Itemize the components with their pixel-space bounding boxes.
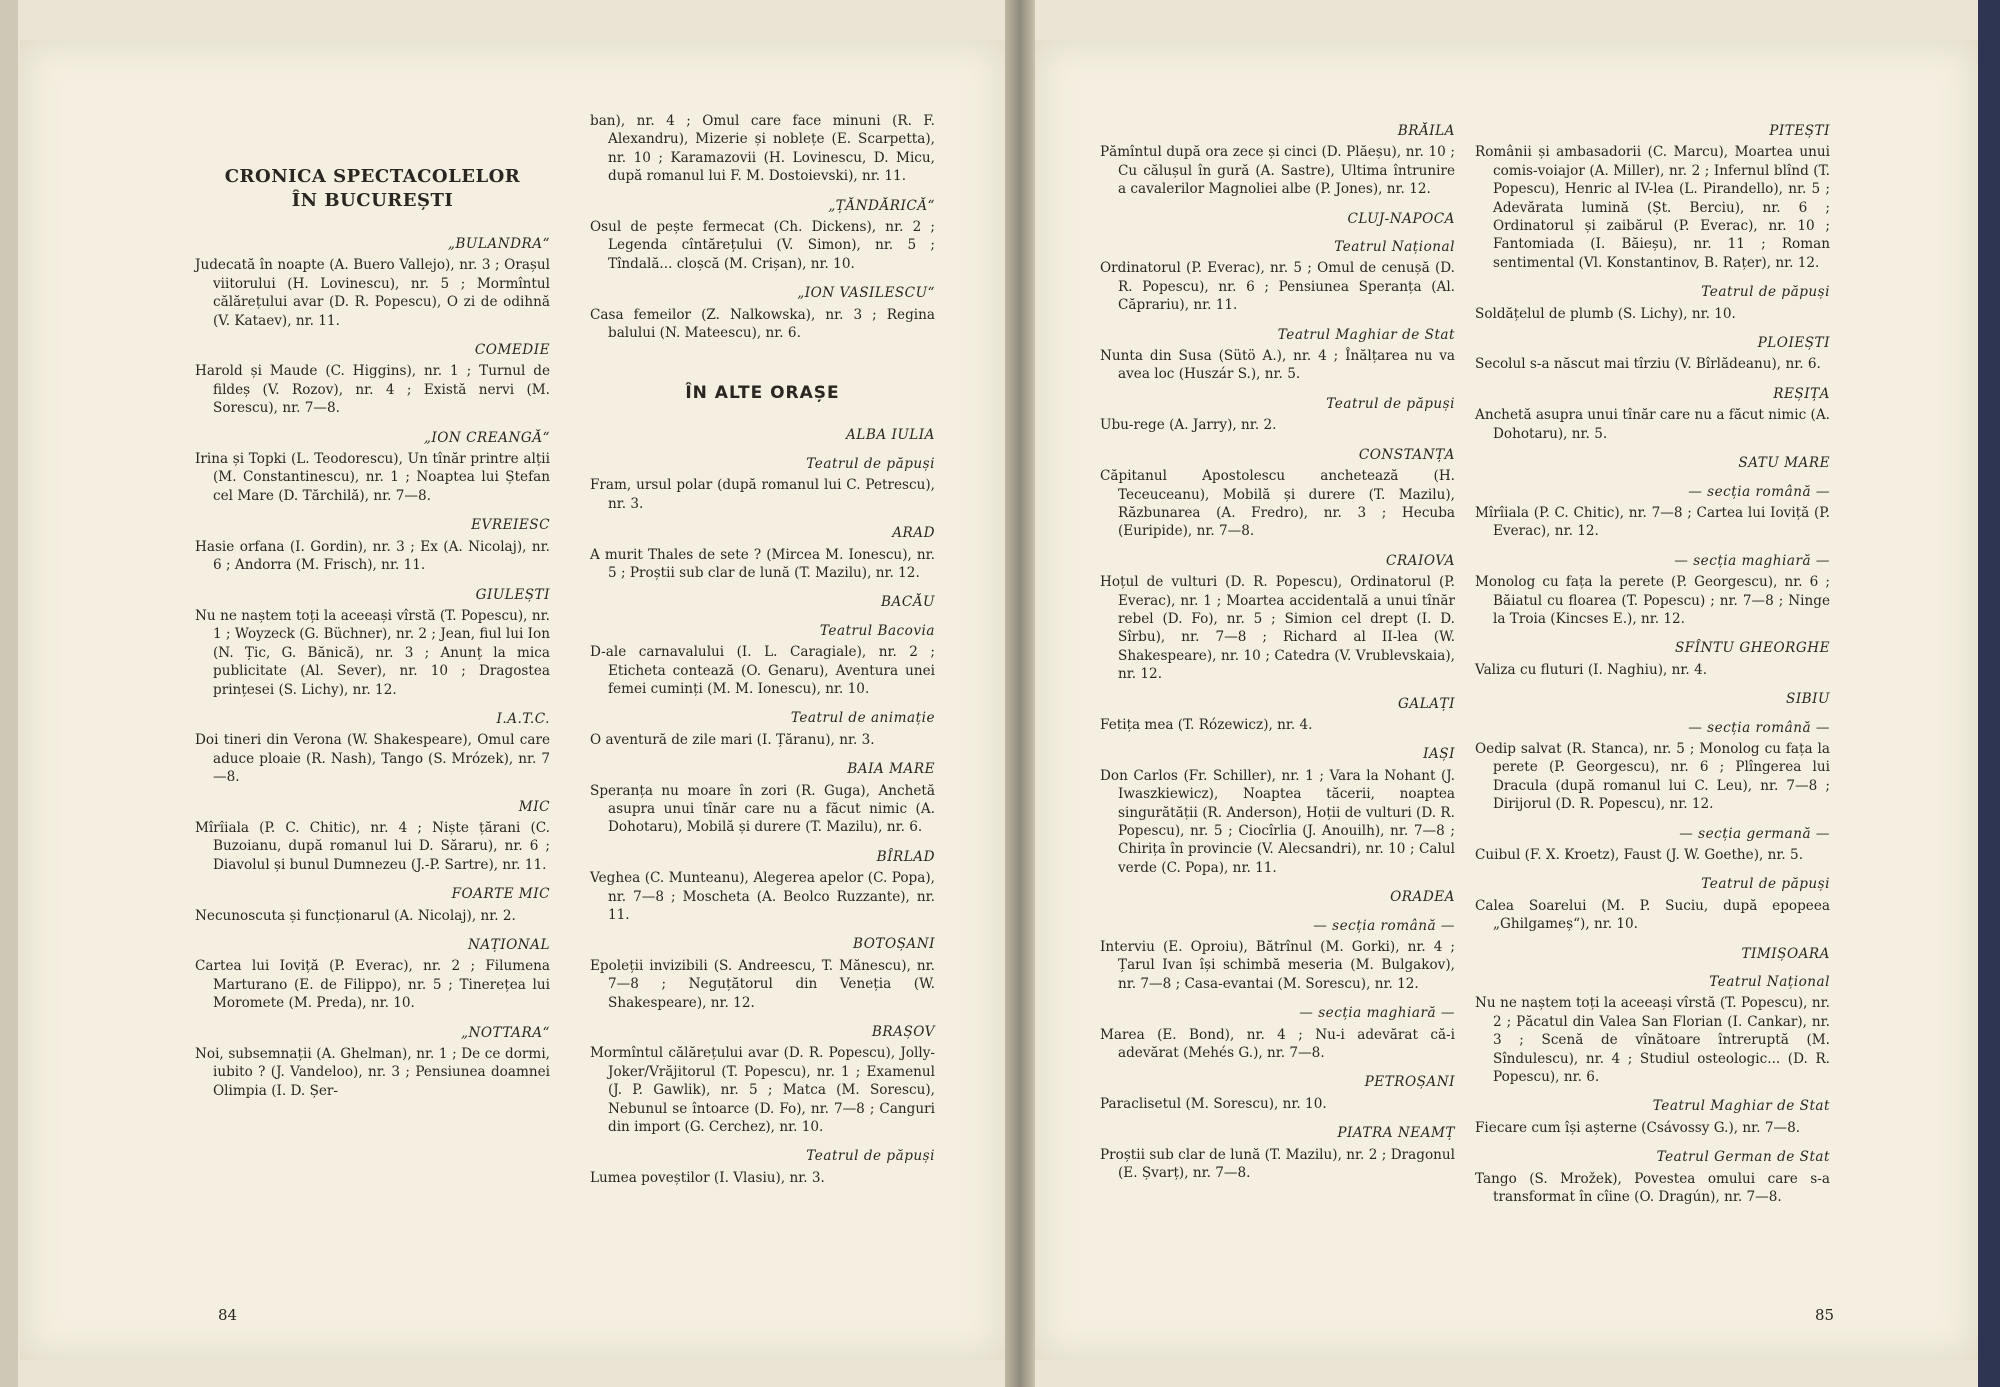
right-page [1035, 40, 1978, 1360]
entry-paragraph: Monolog cu fața la perete (P. Georgescu), nr. 6 ; Băiatul cu floarea (T. Popescu) ; nr. 7—8 ; Ninge la Troia (Kincses E.), nr. 12. [1475, 574, 1830, 627]
entry-paragraph: D-ale carnavalului (I. L. Caragiale), nr. 2 ; Eticheta contează (O. Genaru), Aventura unei femei cuminți (M. M. Ionescu), nr. 10. [590, 644, 935, 697]
section-heading: — secția română — [1688, 483, 1830, 500]
entry-paragraph: Osul de pește fermecat (Ch. Dickens), nr. 2 ; Legenda cîntărețului (V. Simon), nr. 5 ; Tîndală... cloșcă (M. Crișan), nr. 10. [590, 219, 935, 272]
left-page [20, 40, 1005, 1360]
page-title-line-2: ÎN BUCUREȘTI [291, 190, 454, 211]
entry-paragraph: Mîrîiala (P. C. Chitic), nr. 4 ; Niște țărani (C. Buzoianu, după romanul lui D. Săraru), nr. 6 ; Diavolul și bunul Dumnezeu (J.-P. Sartre), nr. 11. [195, 819, 550, 873]
page-title-line-1: CRONICA SPECTACOLELOR [224, 166, 521, 187]
section-heading: PIATRA NEAMȚ [1337, 1125, 1455, 1142]
entry-paragraph: Mormîntul călărețului avar (D. R. Popescu), Jolly-Joker/Vrăjitorul (T. Popescu), nr. 1 ; Examenul (J. P. Gawlik), nr. 5 ; Matca (M. Sorescu), Nebunul se întoarce (D. Fo), nr. 7—8 ; Canguri din import (G. Cerchez), nr. 10. [590, 1045, 935, 1136]
section-heading: — secția maghiară — [1674, 552, 1830, 569]
section-heading: — secția română — [1313, 917, 1455, 934]
entry-paragraph: Necunoscuta și funcționarul (A. Nicolaj), nr. 2. [195, 907, 516, 924]
section-heading: „BULANDRA“ [447, 236, 550, 252]
section-heading: ALBA IULIA [845, 427, 935, 444]
section-heading: ORADEA [1390, 889, 1455, 906]
entry-paragraph: Cartea lui Ioviță (P. Everac), nr. 2 ; Filumena Marturano (E. de Filippo), nr. 5 ; Tinerețea lui Moromete (M. Preda), nr. 10. [195, 958, 550, 1012]
section-heading: PETROȘANI [1364, 1074, 1455, 1091]
section-heading: — secția maghiară — [1299, 1005, 1455, 1022]
entry-paragraph: Irina și Topki (L. Teodorescu), Un tînăr printre alții (M. Constantinescu), nr. 1 ; Noaptea lui Ștefan cel Mare (D. Tărchilă), nr. 7—8. [195, 451, 550, 504]
entry-paragraph: Lumea poveștilor (I. Vlasiu), nr. 3. [590, 1169, 825, 1186]
entry-paragraph: Românii și ambasadorii (C. Marcu), Moartea unui comis-voiajor (A. Miller), nr. 2 ; Infernul blînd (T. Popescu), Henric al IV-lea (L. Pirandello), nr. 5 ; Adevărata lumină (Șt. Berciu), nr. 6 ; Ordinatorul și zaibărul (P. Everac), nr. 10 ; Fantomiada (I. Băieșu), nr. 11 ; Roman sentimental (Vl. Konstantinov, B. Rațer), nr. 12. [1475, 144, 1830, 271]
section-heading: — secția română — [1688, 719, 1830, 736]
left-column-1 [195, 120, 550, 1111]
entry-paragraph: Nu ne naștem toți la aceeași vîrstă (T. Popescu), nr. 1 ; Woyzeck (G. Büchner), nr. 2 ; Jean, fiul lui Ion (N. Țic, G. Bănică), nr. 3 ; Anunț la mica publicitate (Al. Sever), nr. 10 ; Dragostea prințesei (S. Lichy), nr. 12. [195, 607, 550, 698]
section-heading: Teatrul Național [1334, 239, 1455, 256]
page-number: 84 [218, 1306, 238, 1324]
section-heading: PITEȘTI [1769, 123, 1830, 139]
section-heading: BRAȘOV [871, 1024, 935, 1041]
book-cover-edge-right [1978, 0, 2000, 1387]
book-cover-edge-left [0, 0, 18, 1387]
entry-paragraph: ban), nr. 4 ; Omul care face minuni (R. F. Alexandru), Mizerie și noblețe (E. Scarpetta), nr. 10 ; Karamazovii (H. Lovinescu, D. Micu, după romanul lui F. M. Dostoievski), nr. 11. [590, 113, 935, 185]
section-heading: CRAIOVA [1386, 552, 1455, 569]
entry-paragraph: Oedip salvat (R. Stanca), nr. 5 ; Monolog cu fața la perete (P. Georgescu), nr. 6 ; Plîngerea lui Dracula (după romanul lui C. Leu), nr. 7—8 ; Dirijorul (D. R. Popescu), nr. 12. [1475, 740, 1830, 813]
entry-paragraph: Nunta din Susa (Sütö A.), nr. 4 ; Înălțarea nu va avea loc (Huszár S.), nr. 5. [1100, 348, 1455, 383]
section-heading: SFÎNTU GHEORGHE [1674, 640, 1830, 657]
section-heading: Teatrul German de Stat [1656, 1149, 1830, 1166]
entry-paragraph: Secolul s-a născut mai tîrziu (V. Bîrlădeanu), nr. 6. [1475, 356, 1821, 373]
section-heading: Teatrul de animație [790, 710, 935, 727]
section-heading: ARAD [892, 525, 935, 542]
section-heading: MIC [518, 798, 550, 815]
entry-paragraph: O aventură de zile mari (I. Țăranu), nr. 3. [590, 731, 875, 748]
entry-paragraph: Casa femeilor (Z. Nalkowska), nr. 3 ; Regina balului (N. Mateescu), nr. 6. [590, 306, 935, 342]
entry-paragraph: Fiecare cum își așterne (Csávossy G.), nr. 7—8. [1475, 1119, 1801, 1136]
section-heading: GALAȚI [1398, 695, 1455, 712]
section-heading: PLOIEȘTI [1757, 335, 1830, 352]
right-column-2 [1475, 112, 1830, 1218]
section-heading: Teatrul Bacovia [819, 622, 935, 639]
page-number: 85 [1815, 1306, 1835, 1324]
entry-paragraph: Nu ne naștem toți la aceeași vîrstă (T. Popescu), nr. 2 ; Păcatul din Valea San Florian (I. Cankar), nr. 3 ; Scenă de vînătoare întreruptă (M. Sîndulescu), nr. 4 ; Studiul osteologic... (D. R. Popescu), nr. 6. [1475, 995, 1830, 1086]
section-heading: SATU MARE [1738, 455, 1830, 472]
entry-paragraph: Marea (E. Bond), nr. 4 ; Nu-i adevărat că-i adevărat (Mehés G.), nr. 7—8. [1100, 1026, 1455, 1062]
section-heading: BRĂILA [1397, 123, 1455, 139]
entry-paragraph: A murit Thales de sete ? (Mircea M. Ionescu), nr. 5 ; Proștii sub clar de lună (T. Mazilu), nr. 12. [590, 546, 935, 581]
entry-paragraph: Veghea (C. Munteanu), Alegerea apelor (C. Popa), nr. 7—8 ; Moscheta (A. Beolco Ruzzante), nr. 11. [590, 870, 935, 923]
section-heading: „ION CREANGĂ“ [423, 429, 550, 446]
entry-paragraph: Paraclisetul (M. Sorescu), nr. 10. [1100, 1095, 1327, 1112]
entry-paragraph: Cuibul (F. X. Kroetz), Faust (J. W. Goethe), nr. 5. [1475, 847, 1804, 863]
entry-paragraph: Pămîntul după ora zece și cinci (D. Plăeșu), nr. 10 ; Cu călușul în gură (A. Sastre), Ultima întrunire a cavalerilor Magnoliei albe (P. Jones), nr. 12. [1100, 144, 1455, 198]
entry-paragraph: Fram, ursul polar (după romanul lui C. Petrescu), nr. 3. [590, 477, 935, 512]
section-heading: „NOTTARA“ [460, 1024, 550, 1041]
entry-paragraph: Mîrîiala (P. C. Chitic), nr. 7—8 ; Cartea lui Ioviță (P. Everac), nr. 12. [1475, 504, 1830, 540]
entry-paragraph: Hasie orfana (I. Gordin), nr. 3 ; Ex (A. Nicolaj), nr. 6 ; Andorra (M. Frisch), nr. 11. [195, 538, 550, 574]
entry-paragraph: Noi, subsemnații (A. Ghelman), nr. 1 ; De ce dormi, iubito ? (J. Vandeloo), nr. 3 ; Pensiunea doamnei Olimpia (I. D. Șer- [195, 1046, 550, 1099]
entry-paragraph: Tango (S. Mrožek), Povestea omului care s-a transformat în cîine (O. Dragún), nr. 7—8. [1475, 1170, 1830, 1206]
section-heading: EVREIESC [471, 517, 550, 534]
book-spine [1005, 0, 1035, 1387]
section-heading: SIBIU [1786, 691, 1830, 708]
section-heading: Teatrul Maghiar de Stat [1277, 326, 1455, 343]
page-title [195, 165, 550, 213]
entry-paragraph: Anchetă asupra unui tînăr care nu a făcut nimic (A. Dohotaru), nr. 5. [1475, 407, 1830, 442]
entry-paragraph: Ordinatorul (P. Everac), nr. 5 ; Omul de cenușă (D. R. Popescu), nr. 6 ; Pensiunea Speranța (Al. Căprariu), nr. 11. [1100, 260, 1455, 314]
entry-paragraph: Interviu (E. Oproiu), Bătrînul (M. Gorki), nr. 4 ; Țarul Ivan își schimbă meseria (M. Bulgakov), nr. 7—8 ; Casa-evantai (M. Sorescu), nr. 12. [1100, 939, 1455, 992]
entry-paragraph: Fetița mea (T. Rózewicz), nr. 4. [1100, 716, 1313, 733]
right-column-1 [1100, 112, 1455, 1194]
entry-paragraph: Doi tineri din Verona (W. Shakespeare), Omul care aduce ploaie (R. Nash), Tango (S. Mrózek), nr. 7—8. [195, 732, 550, 786]
section-heading: Teatrul de păpuși [806, 1148, 935, 1165]
section-title: ÎN ALTE ORAȘE [685, 383, 840, 404]
entry-paragraph: Ubu-rege (A. Jarry), nr. 2. [1100, 417, 1277, 434]
entry-paragraph: Hoțul de vulturi (D. R. Popescu), Ordinatorul (P. Everac), nr. 1 ; Moartea accidentală a unui tînăr rebel (D. Fo), nr. 5 ; Simion cel drept (I. D. Sîrbu), nr. 7—8 ; Richard al II-lea (W. Shakespeare), nr. 10 ; Catedra (V. Vrublevskaia), nr. 12. [1100, 574, 1455, 683]
section-heading: REȘIȚA [1773, 385, 1830, 402]
section-heading: FOARTE MIC [451, 886, 550, 903]
section-heading: Teatrul Maghiar de Stat [1652, 1098, 1830, 1115]
section-heading: GIULEȘTI [475, 586, 550, 603]
entry-paragraph: Proștii sub clar de lună (T. Mazilu), nr. 2 ; Dragonul (E. Șvarț), nr. 7—8. [1100, 1146, 1455, 1182]
section-heading: BÎRLAD [876, 848, 935, 865]
section-heading: CLUJ-NAPOCA [1347, 210, 1455, 227]
entry-paragraph: Valiza cu fluturi (I. Naghiu), nr. 4. [1475, 661, 1708, 678]
section-heading: BAIA MARE [847, 761, 935, 778]
entry-paragraph: Soldățelul de plumb (S. Lichy), nr. 10. [1475, 305, 1736, 322]
entry-paragraph: Epoleții invizibili (S. Andreescu, T. Mănescu), nr. 7—8 ; Neguțătorul din Veneția (W. Shakespeare), nr. 12. [590, 957, 935, 1011]
section-heading: I.A.T.C. [496, 710, 550, 727]
section-heading: Teatrul Național [1709, 974, 1830, 991]
section-heading: CONSTANȚA [1358, 446, 1455, 463]
section-heading: Teatrul de păpuși [1701, 876, 1830, 893]
left-column-2 [590, 112, 935, 1198]
entry-paragraph: Don Carlos (Fr. Schiller), nr. 1 ; Vara la Nohant (J. Iwaszkiewicz), Noaptea tăcerii, noaptea singurătății (R. Anderson), Hoții de vulturi (D. R. Popescu), nr. 5 ; Ciocîrlia (J. Anouilh), nr. 7—8 ; Chirița în provincie (V. Alecsandri), nr. 10 ; Calul verde (C. Popa), nr. 11. [1100, 767, 1455, 876]
section-heading: NAȚIONAL [467, 937, 550, 953]
section-heading: TIMIȘOARA [1741, 945, 1830, 962]
section-heading: „ȚĂNDĂRICĂ“ [828, 197, 935, 214]
section-heading: BOTOȘANI [853, 936, 935, 953]
entry-paragraph: Speranța nu moare în zori (R. Guga), Anchetă asupra unui tînăr care nu a făcut nimic (A. Dohotaru), Mobilă și durere (T. Mazilu), nr. 6. [590, 782, 935, 836]
section-heading: Teatrul de păpuși [1326, 395, 1455, 412]
section-heading: Teatrul de păpuși [1701, 284, 1830, 301]
section-heading: COMEDIE [474, 342, 550, 359]
section-heading: „ION VASILESCU“ [797, 285, 935, 302]
entry-paragraph: Căpitanul Apostolescu anchetează (H. Teceuceanu), Mobilă și durere (T. Mazilu), Răzbunarea (A. Fredro), nr. 3 ; Hecuba (Euripide), nr. 7—8. [1100, 468, 1455, 540]
entry-paragraph: Judecată în noapte (A. Buero Vallejo), nr. 3 ; Orașul viitorului (H. Lovinescu), nr. 5 ; Mormîntul călărețului avar (D. R. Popescu), O zi de odihnă (V. Kataev), nr. 11. [195, 257, 550, 329]
section-heading: IAȘI [1423, 746, 1455, 763]
section-heading: Teatrul de păpuși [806, 455, 935, 472]
section-heading: — secția germană — [1679, 825, 1830, 842]
entry-paragraph: Harold și Maude (C. Higgins), nr. 1 ; Turnul de fildeș (V. Rozov), nr. 4 ; Există nervi (M. Sorescu), nr. 7—8. [195, 363, 550, 417]
entry-paragraph: Calea Soarelui (M. P. Suciu, după epopeea „Ghilgameș“), nr. 10. [1475, 897, 1830, 933]
section-heading: BACĂU [881, 594, 935, 611]
